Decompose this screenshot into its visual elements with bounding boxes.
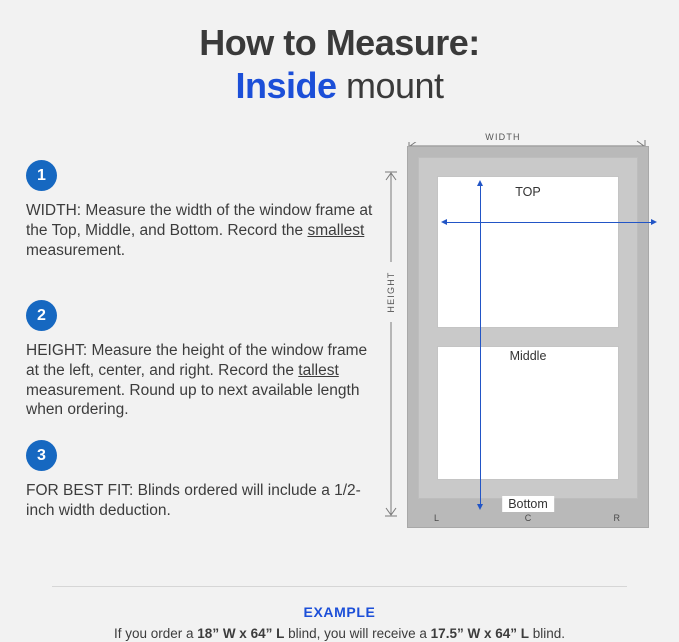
example-title: EXAMPLE: [303, 604, 376, 620]
mark-center: C: [524, 513, 532, 523]
tag-top: TOP: [509, 184, 546, 200]
step-lead-3: FOR BEST FIT:: [26, 482, 134, 499]
step-text-3: [26, 481, 376, 521]
title-line-2: [0, 65, 679, 106]
width-label: WIDTH: [383, 132, 623, 142]
step-text-2: [26, 341, 376, 420]
step-lead-1: WIDTH:: [26, 202, 82, 219]
step-body-2b: measurement. Round up to next available length when ordering.: [26, 381, 360, 419]
step-badge-3: 3: [26, 440, 57, 471]
step-underline-1: smallest: [307, 221, 365, 239]
title-highlight: Inside: [235, 65, 337, 107]
example-text-part-2: blind, you will receive a: [284, 626, 431, 641]
height-measure-line: [480, 186, 481, 504]
example-received-size: 17.5” W x 64” L: [430, 626, 529, 641]
step-underline-2: tallest: [298, 361, 339, 379]
step-item-3: [26, 440, 376, 521]
step-body-1a: Measure the width of the window frame at the Top, Middle, and Bottom. Record the: [26, 202, 373, 239]
window-frame: [407, 146, 649, 528]
example-order-size: 18” W x 64” L: [197, 626, 285, 641]
step-body-3a: Blinds ordered will include a 1/2-inch width deduction.: [26, 482, 361, 519]
step-item-2: [26, 300, 376, 420]
step-item-1: [26, 160, 376, 260]
window-diagram: [383, 132, 655, 562]
mark-right: R: [613, 513, 620, 523]
title-line-1: How to Measure:: [199, 22, 480, 63]
height-label: HEIGHT: [386, 262, 396, 322]
window-frame-inner: [418, 157, 638, 511]
tag-bottom: Bottom: [502, 496, 554, 512]
example-text: [0, 626, 679, 641]
title-rest: mount: [336, 65, 444, 107]
example-text-part-3: blind.: [528, 626, 565, 641]
step-body-2a: Measure the height of the window frame at the left, center, and right. Record the: [26, 342, 368, 379]
step-body-1b: measurement.: [26, 241, 126, 259]
width-measure-line: [447, 222, 651, 223]
step-badge-1: 1: [26, 160, 57, 191]
tag-middle: Middle: [504, 348, 553, 364]
step-lead-2: HEIGHT:: [26, 342, 88, 359]
mark-left: L: [434, 513, 440, 523]
step-text-1: [26, 201, 376, 260]
page-title: [0, 22, 679, 107]
example-text-part-1: If you order a: [114, 626, 198, 641]
step-badge-2: 2: [26, 300, 57, 331]
footer-divider: [52, 586, 627, 587]
window-pane-bottom: [437, 346, 619, 480]
height-dimension-arrow: [383, 170, 399, 518]
